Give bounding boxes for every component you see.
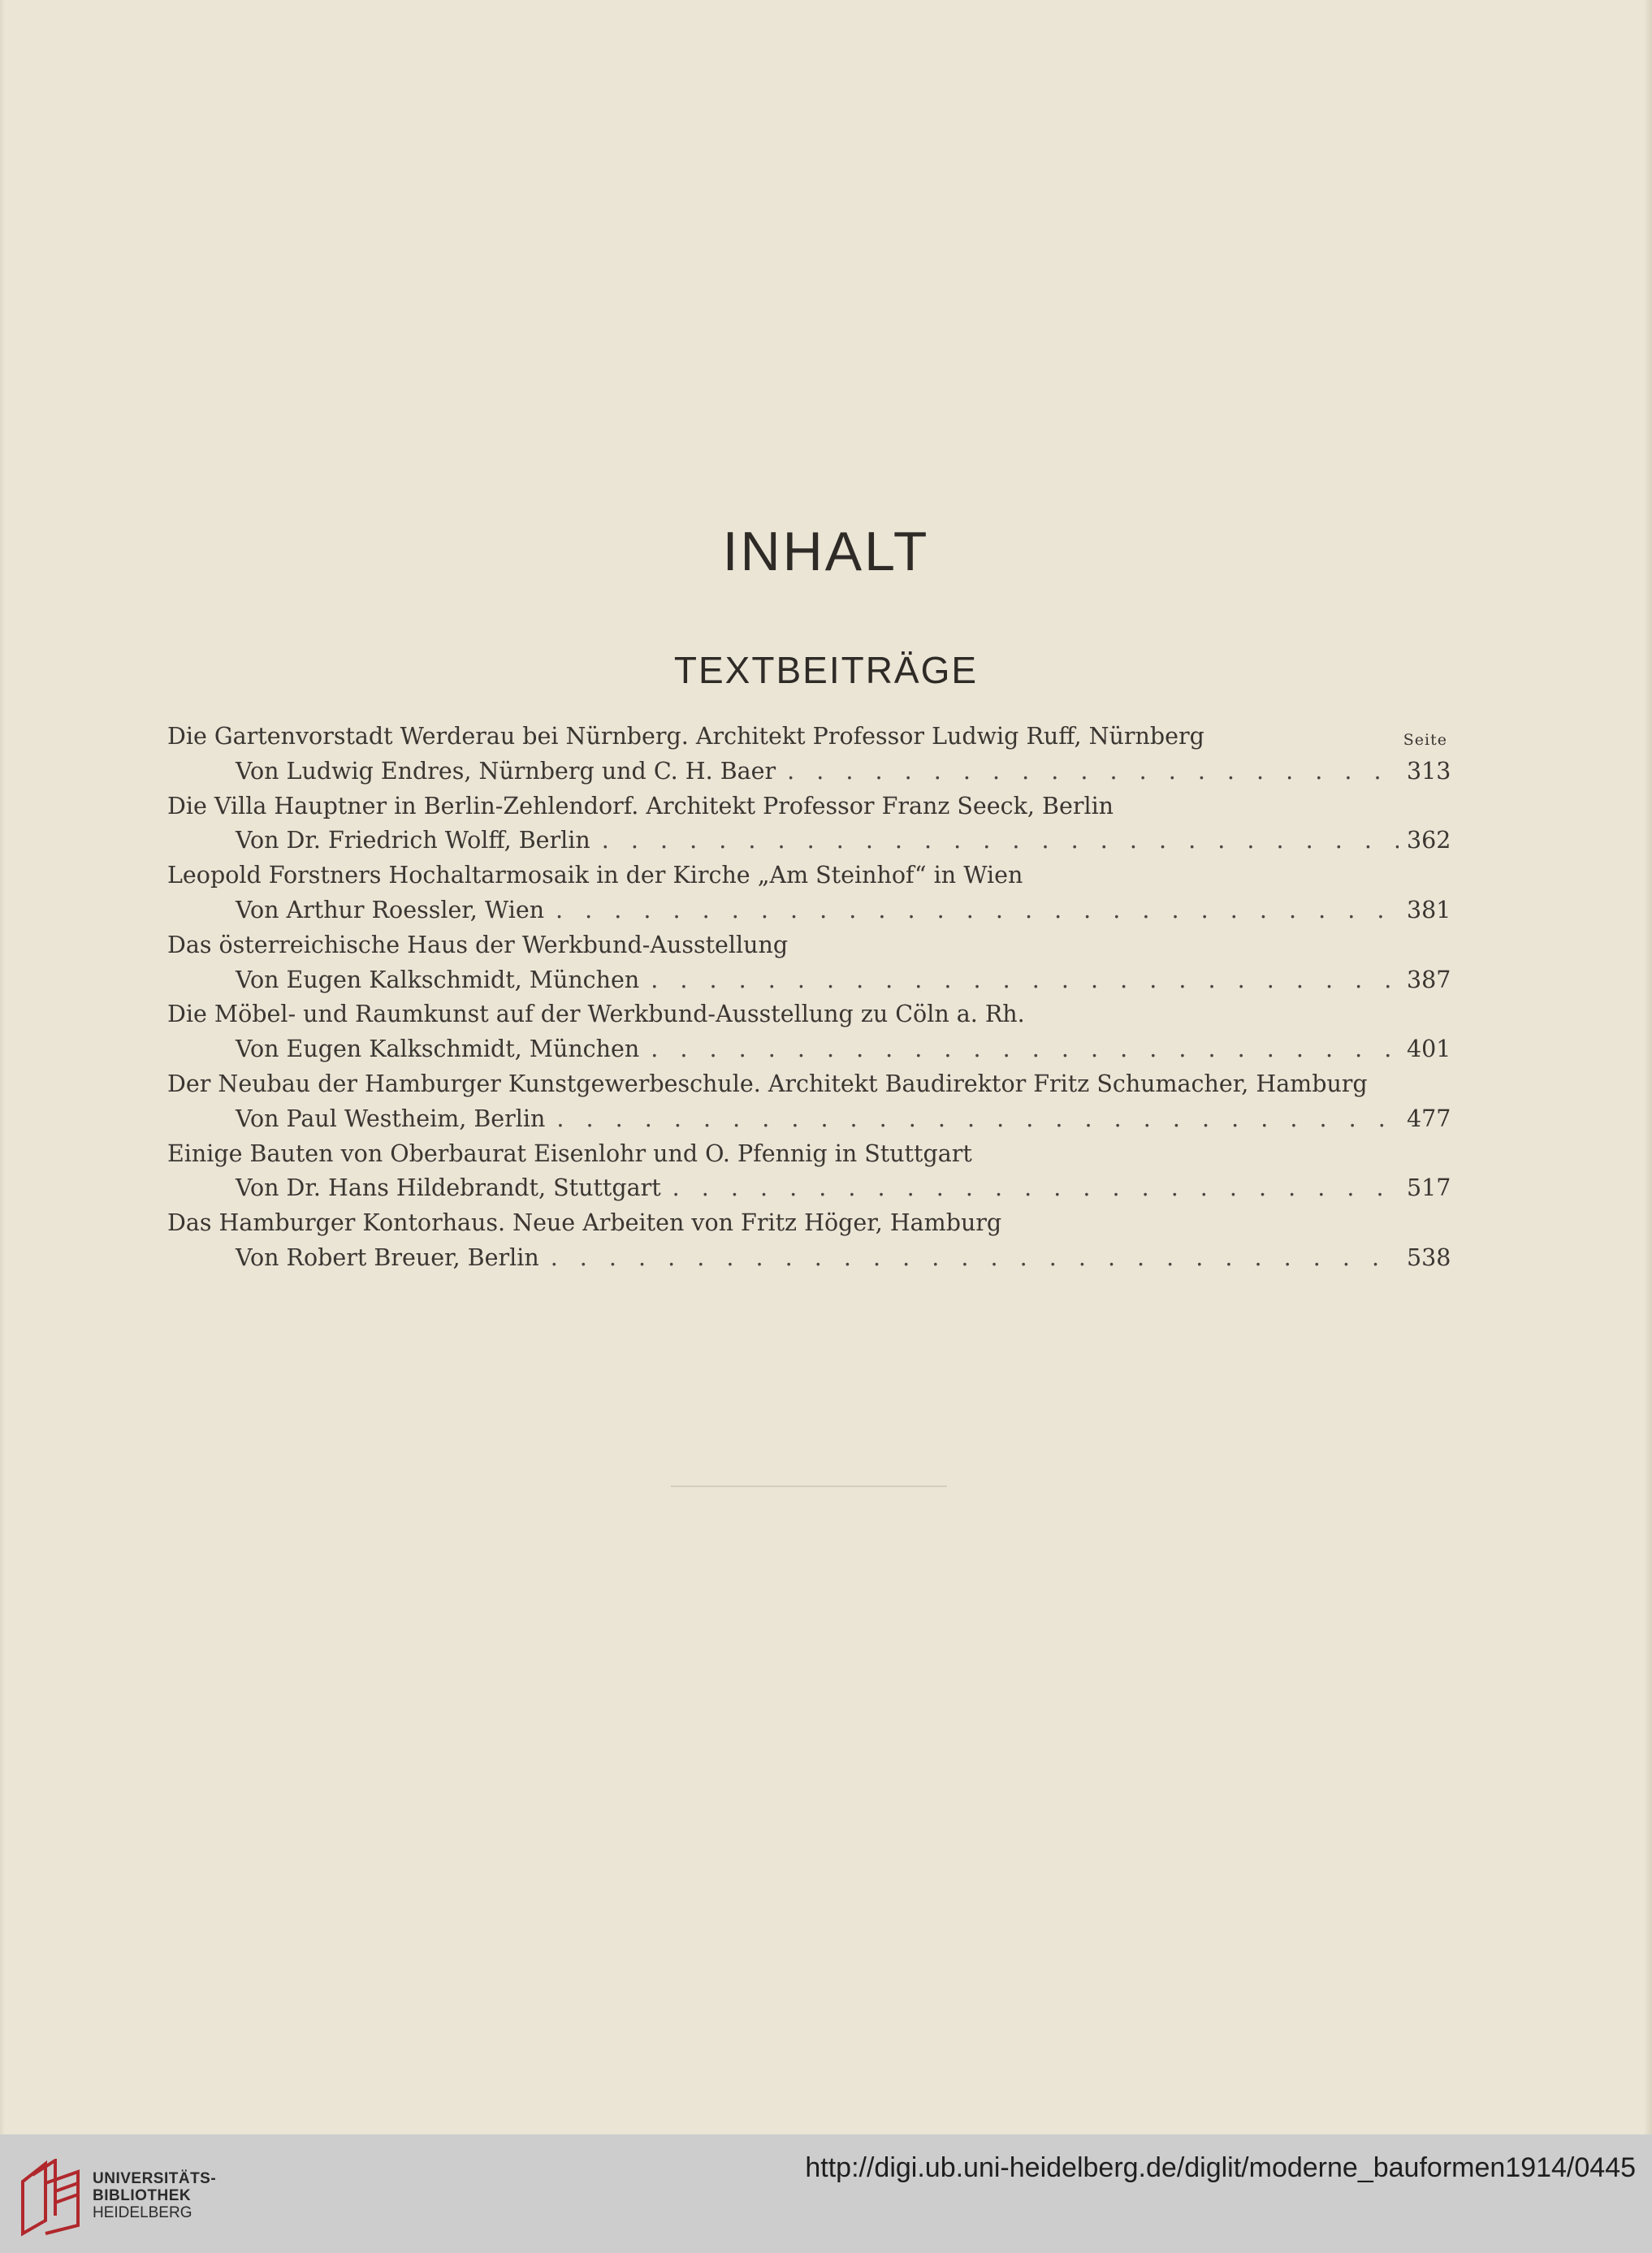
source-url-link[interactable]: http://digi.ub.uni-heidelberg.de/diglit/moderne_bauformen1914/0445 xyxy=(805,2152,1636,2183)
toc-entry-title: Das Hamburger Kontorhaus. Neue Arbeiten von Fritz Höger, Hamburg xyxy=(167,1209,1002,1237)
toc-entry-byline xyxy=(167,755,1449,789)
toc-entry-author: Von Robert Breuer, Berlin xyxy=(236,1243,539,1271)
toc-entry xyxy=(167,858,1449,928)
library-name-line: UNIVERSITÄTS- xyxy=(93,2170,217,2187)
toc-entry-byline xyxy=(167,893,1449,928)
toc-entry-byline xyxy=(167,824,1449,858)
toc-entry-page: 313 xyxy=(1407,757,1451,785)
divider xyxy=(671,1485,947,1487)
toc-entry-byline xyxy=(167,1171,1449,1206)
toc-entry-author: Von Eugen Kalkschmidt, München xyxy=(236,1036,640,1063)
toc-entry-page: 517 xyxy=(1407,1174,1451,1202)
toc-entry-author: Von Dr. Hans Hildebrandt, Stuttgart xyxy=(236,1174,661,1202)
library-name-line: BIBLIOTHEK xyxy=(93,2187,192,2204)
digitization-footer xyxy=(0,2134,1652,2253)
dot-leader xyxy=(672,1171,1399,1206)
toc-entry-page: 387 xyxy=(1407,966,1451,993)
toc-entry xyxy=(167,720,1449,789)
toc-entry-page: 362 xyxy=(1407,827,1451,854)
toc-entry-byline xyxy=(167,1032,1449,1067)
toc-entry-page: 477 xyxy=(1407,1105,1451,1132)
toc-entry-title: Die Villa Hauptner in Berlin-Zehlendorf. Architekt Professor Franz Seeck, Berlin xyxy=(167,792,1114,819)
toc-entry-author: Von Dr. Friedrich Wolff, Berlin xyxy=(236,827,590,854)
toc-entry-title: Der Neubau der Hamburger Kunstgewerbeschule. Architekt Baudirektor Fritz Schumacher, Hamburg xyxy=(167,1070,1368,1097)
toc-entry-title: Die Gartenvorstadt Werderau bei Nürnberg. Architekt Professor Ludwig Ruff, Nürnberg xyxy=(167,723,1204,750)
toc-entry-author: Von Arthur Roessler, Wien xyxy=(236,896,545,923)
toc-entry xyxy=(167,928,1449,998)
toc-entry-title: Die Möbel- und Raumkunst auf der Werkbund-Ausstellung zu Cöln a. Rh. xyxy=(167,1001,1025,1028)
section-title: TEXTBEITRÄGE xyxy=(673,649,979,691)
toc-entry-author: Von Ludwig Endres, Nürnberg und C. H. Baer xyxy=(236,757,776,785)
library-name-line: HEIDELBERG xyxy=(93,2204,192,2221)
toc-entry xyxy=(167,789,1449,859)
dot-leader xyxy=(602,824,1399,858)
library-name xyxy=(93,2170,216,2221)
toc-entry-title: Das österreichische Haus der Werkbund-Ausstellung xyxy=(167,931,789,958)
toc-entry-byline xyxy=(167,963,1449,998)
dot-leader xyxy=(556,1102,1399,1137)
dot-leader xyxy=(651,1032,1399,1067)
dot-leader xyxy=(651,963,1399,998)
page-edge-right xyxy=(1644,0,1652,2134)
toc-entry-title: Leopold Forstners Hochaltarmosaik in der Kirche „Am Steinhof“ in Wien xyxy=(167,862,1023,889)
toc-entry-title: Einige Bauten von Oberbaurat Eisenlohr und O. Pfennig in Stuttgart xyxy=(167,1139,972,1167)
dot-leader xyxy=(556,893,1399,928)
page-column-label: Seite xyxy=(1403,731,1447,749)
page-title: INHALT xyxy=(722,521,930,582)
toc-entry-page: 401 xyxy=(1407,1036,1451,1063)
toc-entry xyxy=(167,1067,1449,1137)
page-edge-left xyxy=(0,0,5,2134)
toc-entry-byline xyxy=(167,1102,1449,1137)
toc-entry-byline xyxy=(167,1241,1449,1276)
toc-entry-author: Von Paul Westheim, Berlin xyxy=(236,1105,546,1132)
toc-entry xyxy=(167,997,1449,1067)
toc-entry-page: 538 xyxy=(1407,1243,1451,1271)
toc-entry-page: 381 xyxy=(1407,896,1451,923)
dot-leader xyxy=(551,1241,1399,1276)
table-of-contents xyxy=(167,720,1449,1276)
library-logo-icon xyxy=(18,2159,84,2237)
dot-leader xyxy=(787,755,1399,789)
toc-entry xyxy=(167,1206,1449,1276)
toc-entry xyxy=(167,1137,1449,1207)
toc-entry-author: Von Eugen Kalkschmidt, München xyxy=(236,966,640,993)
